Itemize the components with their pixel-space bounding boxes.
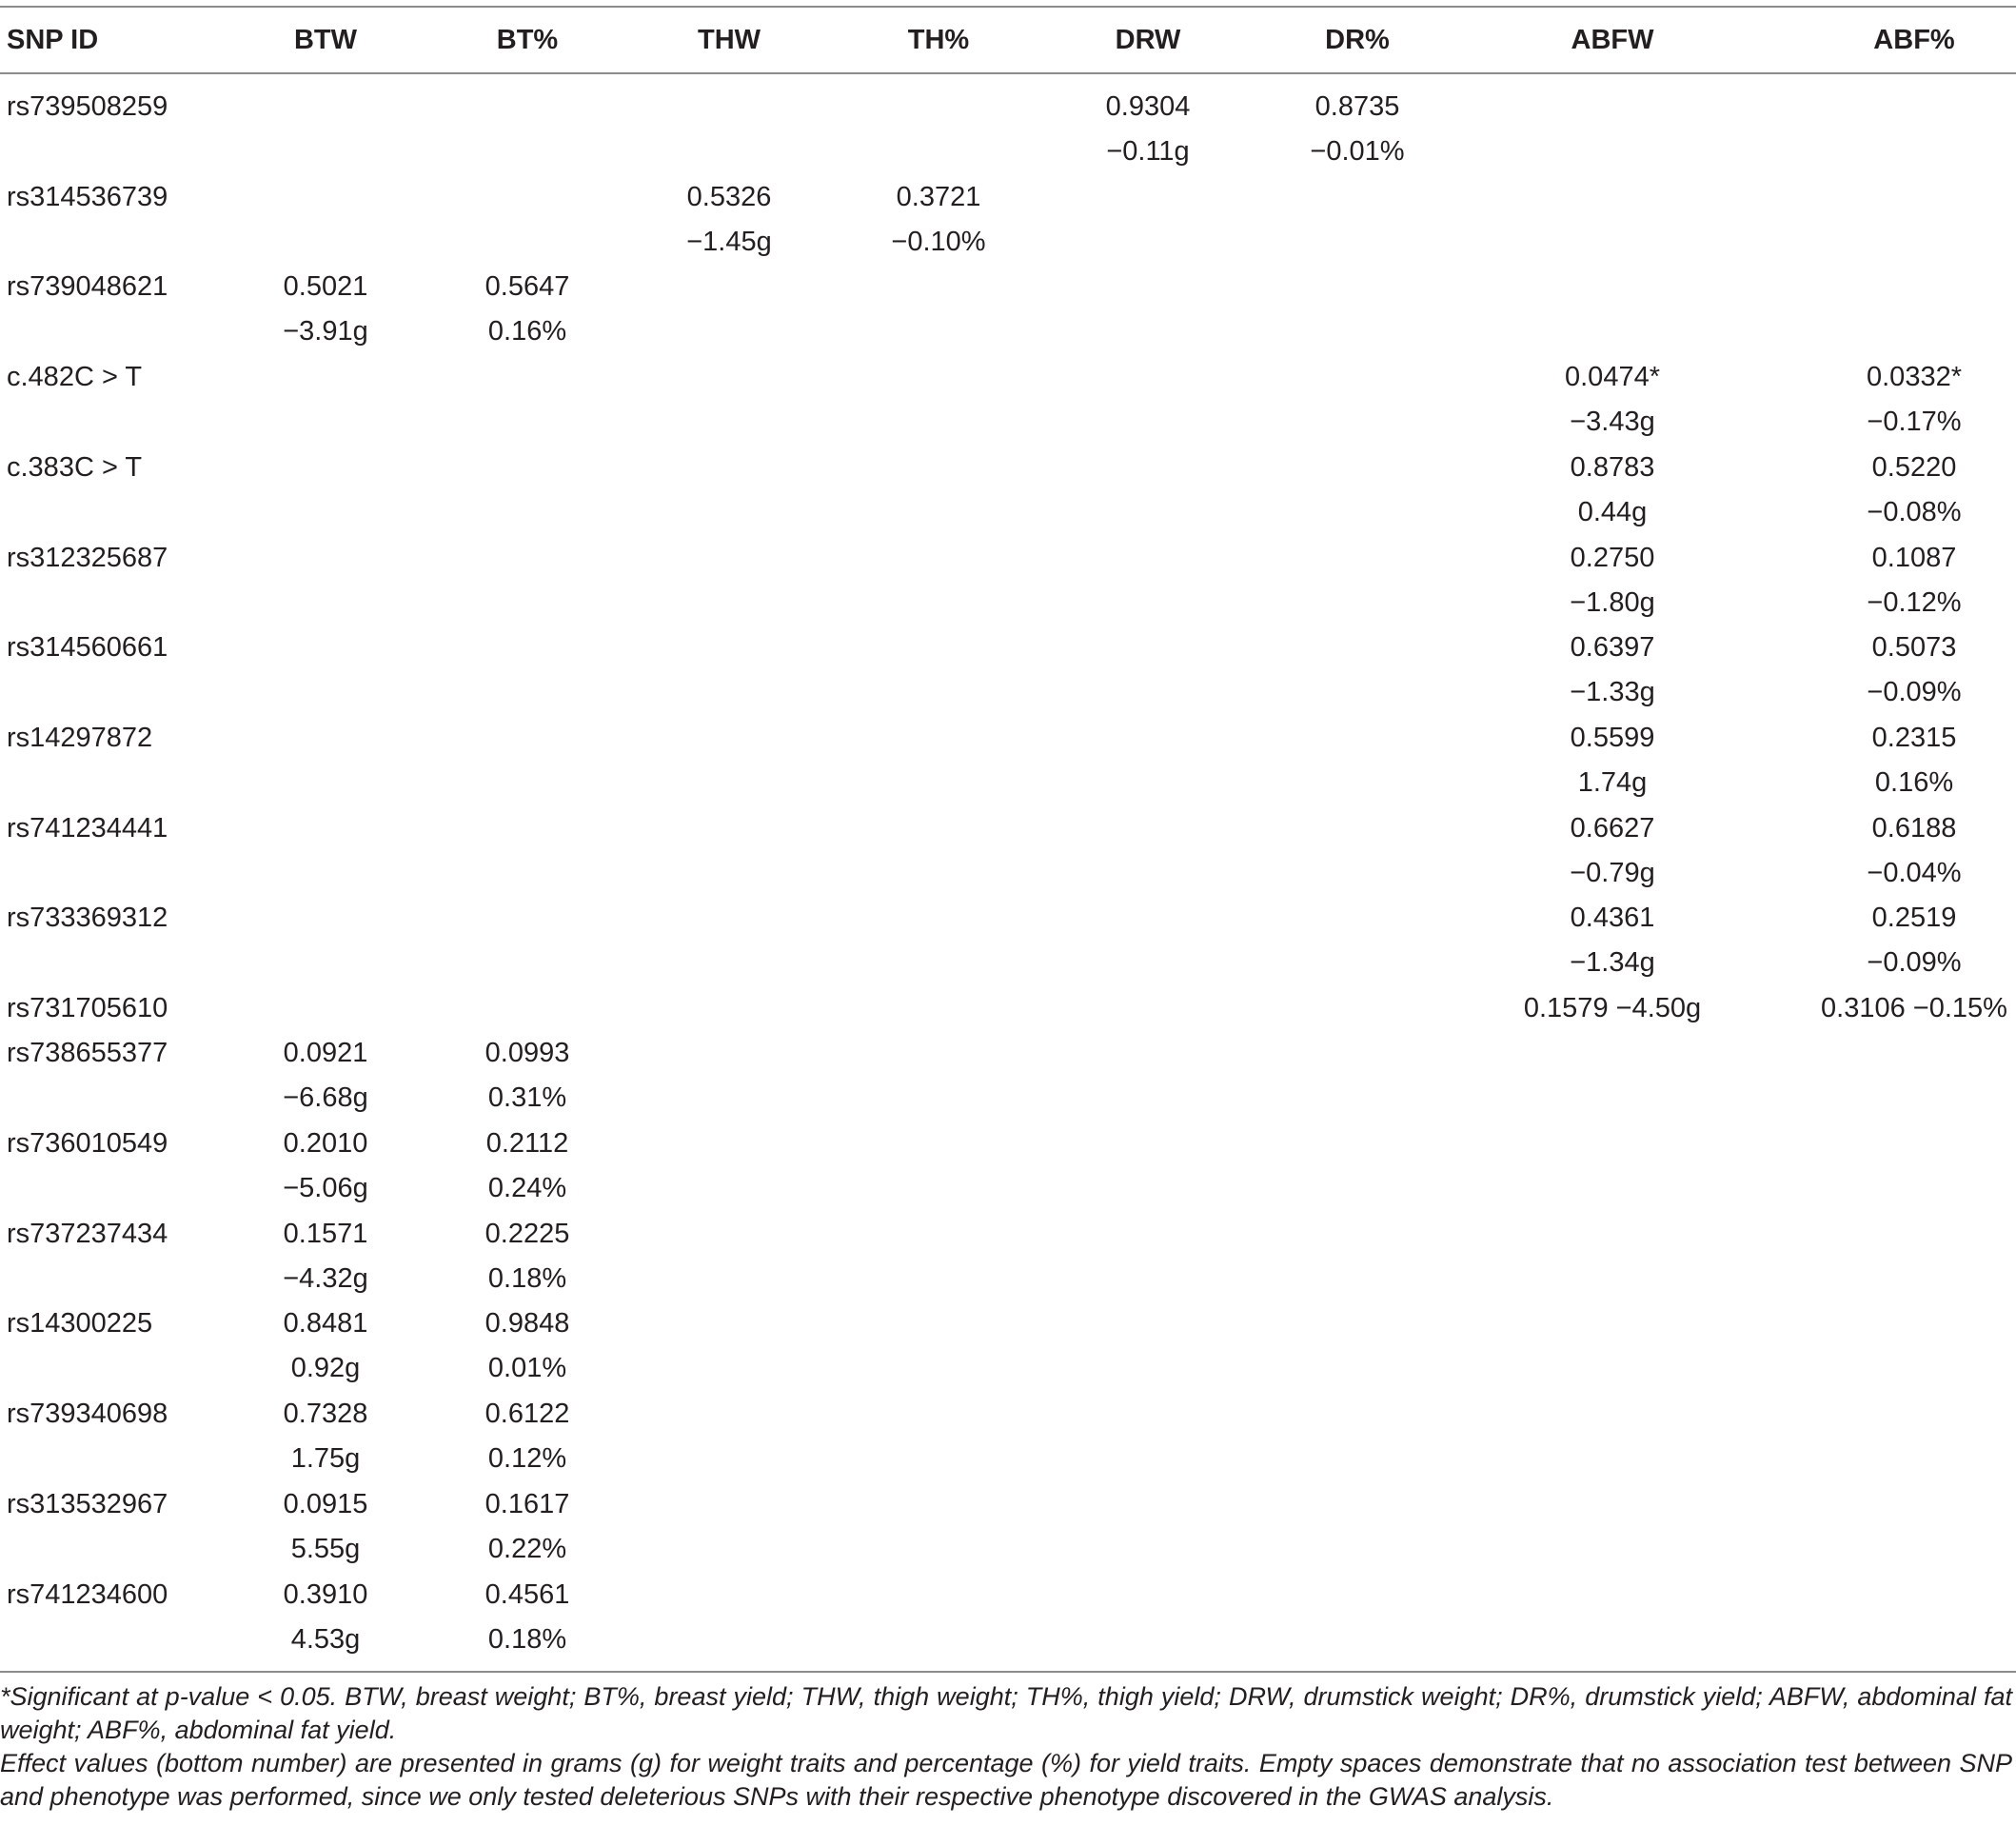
snp-id-cell: rs313532967 <box>7 1488 168 1519</box>
p-value-cell-abfw: 0.4361 <box>1570 903 1655 934</box>
footnote-effect-note: Effect values (bottom number) are presented in grams (g) for weight traits and percentage (%) for yield traits. Empty spaces demonstrate that no association test between SNP and phenotype was performed, since we only tested deleterious SNPs with their respective phenotype discovered in the GWAS analysis. <box>0 1749 2012 1811</box>
effect-value-cell-btw: −4.32g <box>283 1262 368 1294</box>
p-value-cell-btw: 0.3910 <box>283 1578 368 1610</box>
p-value-cell-abfw: 0.6627 <box>1570 812 1655 844</box>
p-value-cell-abfw: 0.0474* <box>1565 362 1660 393</box>
p-value-cell-abf-pct: 0.5220 <box>1871 451 1957 483</box>
effect-value-cell-btw: 0.92g <box>290 1353 361 1384</box>
column-header-abfw: ABFW <box>1571 25 1654 55</box>
effect-value-cell-bt-pct: 0.18% <box>487 1623 567 1655</box>
effect-value-cell-th-pct: −0.10% <box>891 226 986 257</box>
p-value-cell-abf-pct: 0.3106 −0.15% <box>1821 993 2007 1023</box>
p-value-cell-thw: 0.5326 <box>686 181 772 212</box>
snp-id-cell: rs731705610 <box>7 993 168 1023</box>
effect-value-cell-btw: −5.06g <box>283 1173 368 1203</box>
snp-id-cell: rs741234441 <box>7 812 168 844</box>
p-value-cell-dr-pct: 0.8735 <box>1314 91 1400 122</box>
effect-value-cell-abf-pct: −0.09% <box>1867 677 1962 708</box>
column-header-th-pct: TH% <box>907 25 970 55</box>
p-value-cell-abf-pct: 0.5073 <box>1871 632 1957 664</box>
table-header-rule <box>0 72 2016 74</box>
effect-value-cell-abfw: −0.79g <box>1570 857 1655 888</box>
snp-id-cell: rs738655377 <box>7 1038 168 1069</box>
p-value-cell-abf-pct: 0.0332* <box>1867 362 1962 393</box>
p-value-cell-btw: 0.7328 <box>283 1399 368 1430</box>
effect-value-cell-bt-pct: 0.12% <box>487 1443 567 1475</box>
effect-value-cell-drw: −0.11g <box>1106 136 1190 167</box>
effect-value-cell-abf-pct: 0.16% <box>1874 766 1954 798</box>
effect-value-cell-abfw: −1.33g <box>1570 677 1655 708</box>
p-value-cell-bt-pct: 0.2112 <box>485 1128 569 1159</box>
snp-id-cell: rs14300225 <box>7 1308 153 1340</box>
column-header-thw: THW <box>697 25 761 55</box>
p-value-cell-btw: 0.8481 <box>283 1308 368 1340</box>
snp-id-cell: rs736010549 <box>7 1128 168 1159</box>
p-value-cell-bt-pct: 0.4561 <box>484 1578 570 1610</box>
effect-value-cell-abfw: −1.34g <box>1570 947 1655 979</box>
p-value-cell-abf-pct: 0.2315 <box>1871 722 1957 753</box>
p-value-cell-abfw: 0.5599 <box>1570 722 1655 753</box>
p-value-cell-bt-pct: 0.9848 <box>484 1308 570 1340</box>
effect-value-cell-abf-pct: −0.17% <box>1867 407 1962 438</box>
p-value-cell-abf-pct: 0.6188 <box>1871 812 1957 844</box>
snp-id-cell: rs314536739 <box>7 181 168 212</box>
effect-value-cell-abfw: −1.80g <box>1570 586 1655 618</box>
snp-id-cell: rs739508259 <box>7 91 168 122</box>
column-header-snp-id: SNP ID <box>7 25 99 55</box>
effect-value-cell-thw: −1.45g <box>686 226 772 257</box>
effect-value-cell-abfw: 0.44g <box>1577 496 1648 527</box>
snp-id-cell: rs737237434 <box>7 1218 168 1249</box>
p-value-cell-btw: 0.5021 <box>283 271 368 303</box>
p-value-cell-btw: 0.0915 <box>283 1488 368 1519</box>
snp-id-cell: rs739048621 <box>7 271 168 303</box>
column-header-btw: BTW <box>293 25 358 55</box>
effect-value-cell-btw: 1.75g <box>290 1443 361 1475</box>
footnote-abbreviations: *Significant at p-value < 0.05. BTW, breast weight; BT%, breast yield; THW, thigh weight; TH%, thigh yield; DRW, drumstick weight; DR%, drumstick yield; ABFW, abdominal fat weight; ABF%, abdominal fat yield. <box>0 1682 2012 1744</box>
effect-value-cell-bt-pct: 0.16% <box>487 316 567 347</box>
effect-value-cell-bt-pct: 0.24% <box>487 1173 567 1203</box>
effect-value-cell-btw: 4.53g <box>290 1623 361 1655</box>
column-header-drw: DRW <box>1115 25 1181 55</box>
p-value-cell-abfw: 0.8783 <box>1570 451 1655 483</box>
p-value-cell-bt-pct: 0.2225 <box>484 1218 570 1249</box>
p-value-cell-btw: 0.1571 <box>283 1218 368 1249</box>
p-value-cell-btw: 0.2010 <box>283 1128 368 1159</box>
table-footnote <box>0 1680 2012 1814</box>
column-header-bt-pct: BT% <box>496 25 559 55</box>
effect-value-cell-abf-pct: −0.09% <box>1867 947 1962 979</box>
effect-value-cell-abf-pct: −0.12% <box>1867 586 1962 618</box>
table-bottom-rule <box>0 1671 2016 1673</box>
snp-id-cell: rs312325687 <box>7 542 168 573</box>
p-value-cell-drw: 0.9304 <box>1105 91 1191 122</box>
snp-id-cell: c.383C > T <box>7 451 143 483</box>
snp-id-cell: rs733369312 <box>7 903 168 934</box>
effect-value-cell-btw: −6.68g <box>283 1082 368 1114</box>
p-value-cell-abfw: 0.1579 −4.50g <box>1523 993 1702 1023</box>
p-value-cell-bt-pct: 0.1617 <box>484 1488 570 1519</box>
p-value-cell-abf-pct: 0.1087 <box>1871 542 1957 573</box>
effect-value-cell-abfw: −3.43g <box>1570 407 1655 438</box>
snp-id-cell: rs314560661 <box>7 632 168 664</box>
effect-value-cell-btw: 5.55g <box>290 1533 361 1564</box>
p-value-cell-bt-pct: 0.0993 <box>484 1038 570 1069</box>
p-value-cell-bt-pct: 0.5647 <box>484 271 570 303</box>
column-header-abf-pct: ABF% <box>1873 25 1955 55</box>
snp-id-cell: c.482C > T <box>7 362 143 393</box>
p-value-cell-btw: 0.0921 <box>283 1038 368 1069</box>
p-value-cell-abf-pct: 0.2519 <box>1871 903 1957 934</box>
p-value-cell-th-pct: 0.3721 <box>896 181 981 212</box>
effect-value-cell-abf-pct: −0.04% <box>1867 857 1962 888</box>
effect-value-cell-abfw: 1.74g <box>1577 766 1648 798</box>
effect-value-cell-abf-pct: −0.08% <box>1867 496 1962 527</box>
snp-id-cell: rs741234600 <box>7 1578 168 1610</box>
table-top-rule <box>0 6 2016 8</box>
effect-value-cell-btw: −3.91g <box>283 316 368 347</box>
snp-id-cell: rs739340698 <box>7 1399 168 1430</box>
p-value-cell-abfw: 0.6397 <box>1570 632 1655 664</box>
effect-value-cell-bt-pct: 0.01% <box>487 1353 567 1384</box>
effect-value-cell-bt-pct: 0.31% <box>487 1082 567 1114</box>
snp-id-cell: rs14297872 <box>7 722 153 753</box>
effect-value-cell-bt-pct: 0.22% <box>487 1533 567 1564</box>
p-value-cell-abfw: 0.2750 <box>1570 542 1655 573</box>
effect-value-cell-dr-pct: −0.01% <box>1310 136 1405 167</box>
effect-value-cell-bt-pct: 0.18% <box>487 1262 567 1294</box>
column-header-dr-pct: DR% <box>1325 25 1390 55</box>
p-value-cell-bt-pct: 0.6122 <box>484 1399 570 1430</box>
